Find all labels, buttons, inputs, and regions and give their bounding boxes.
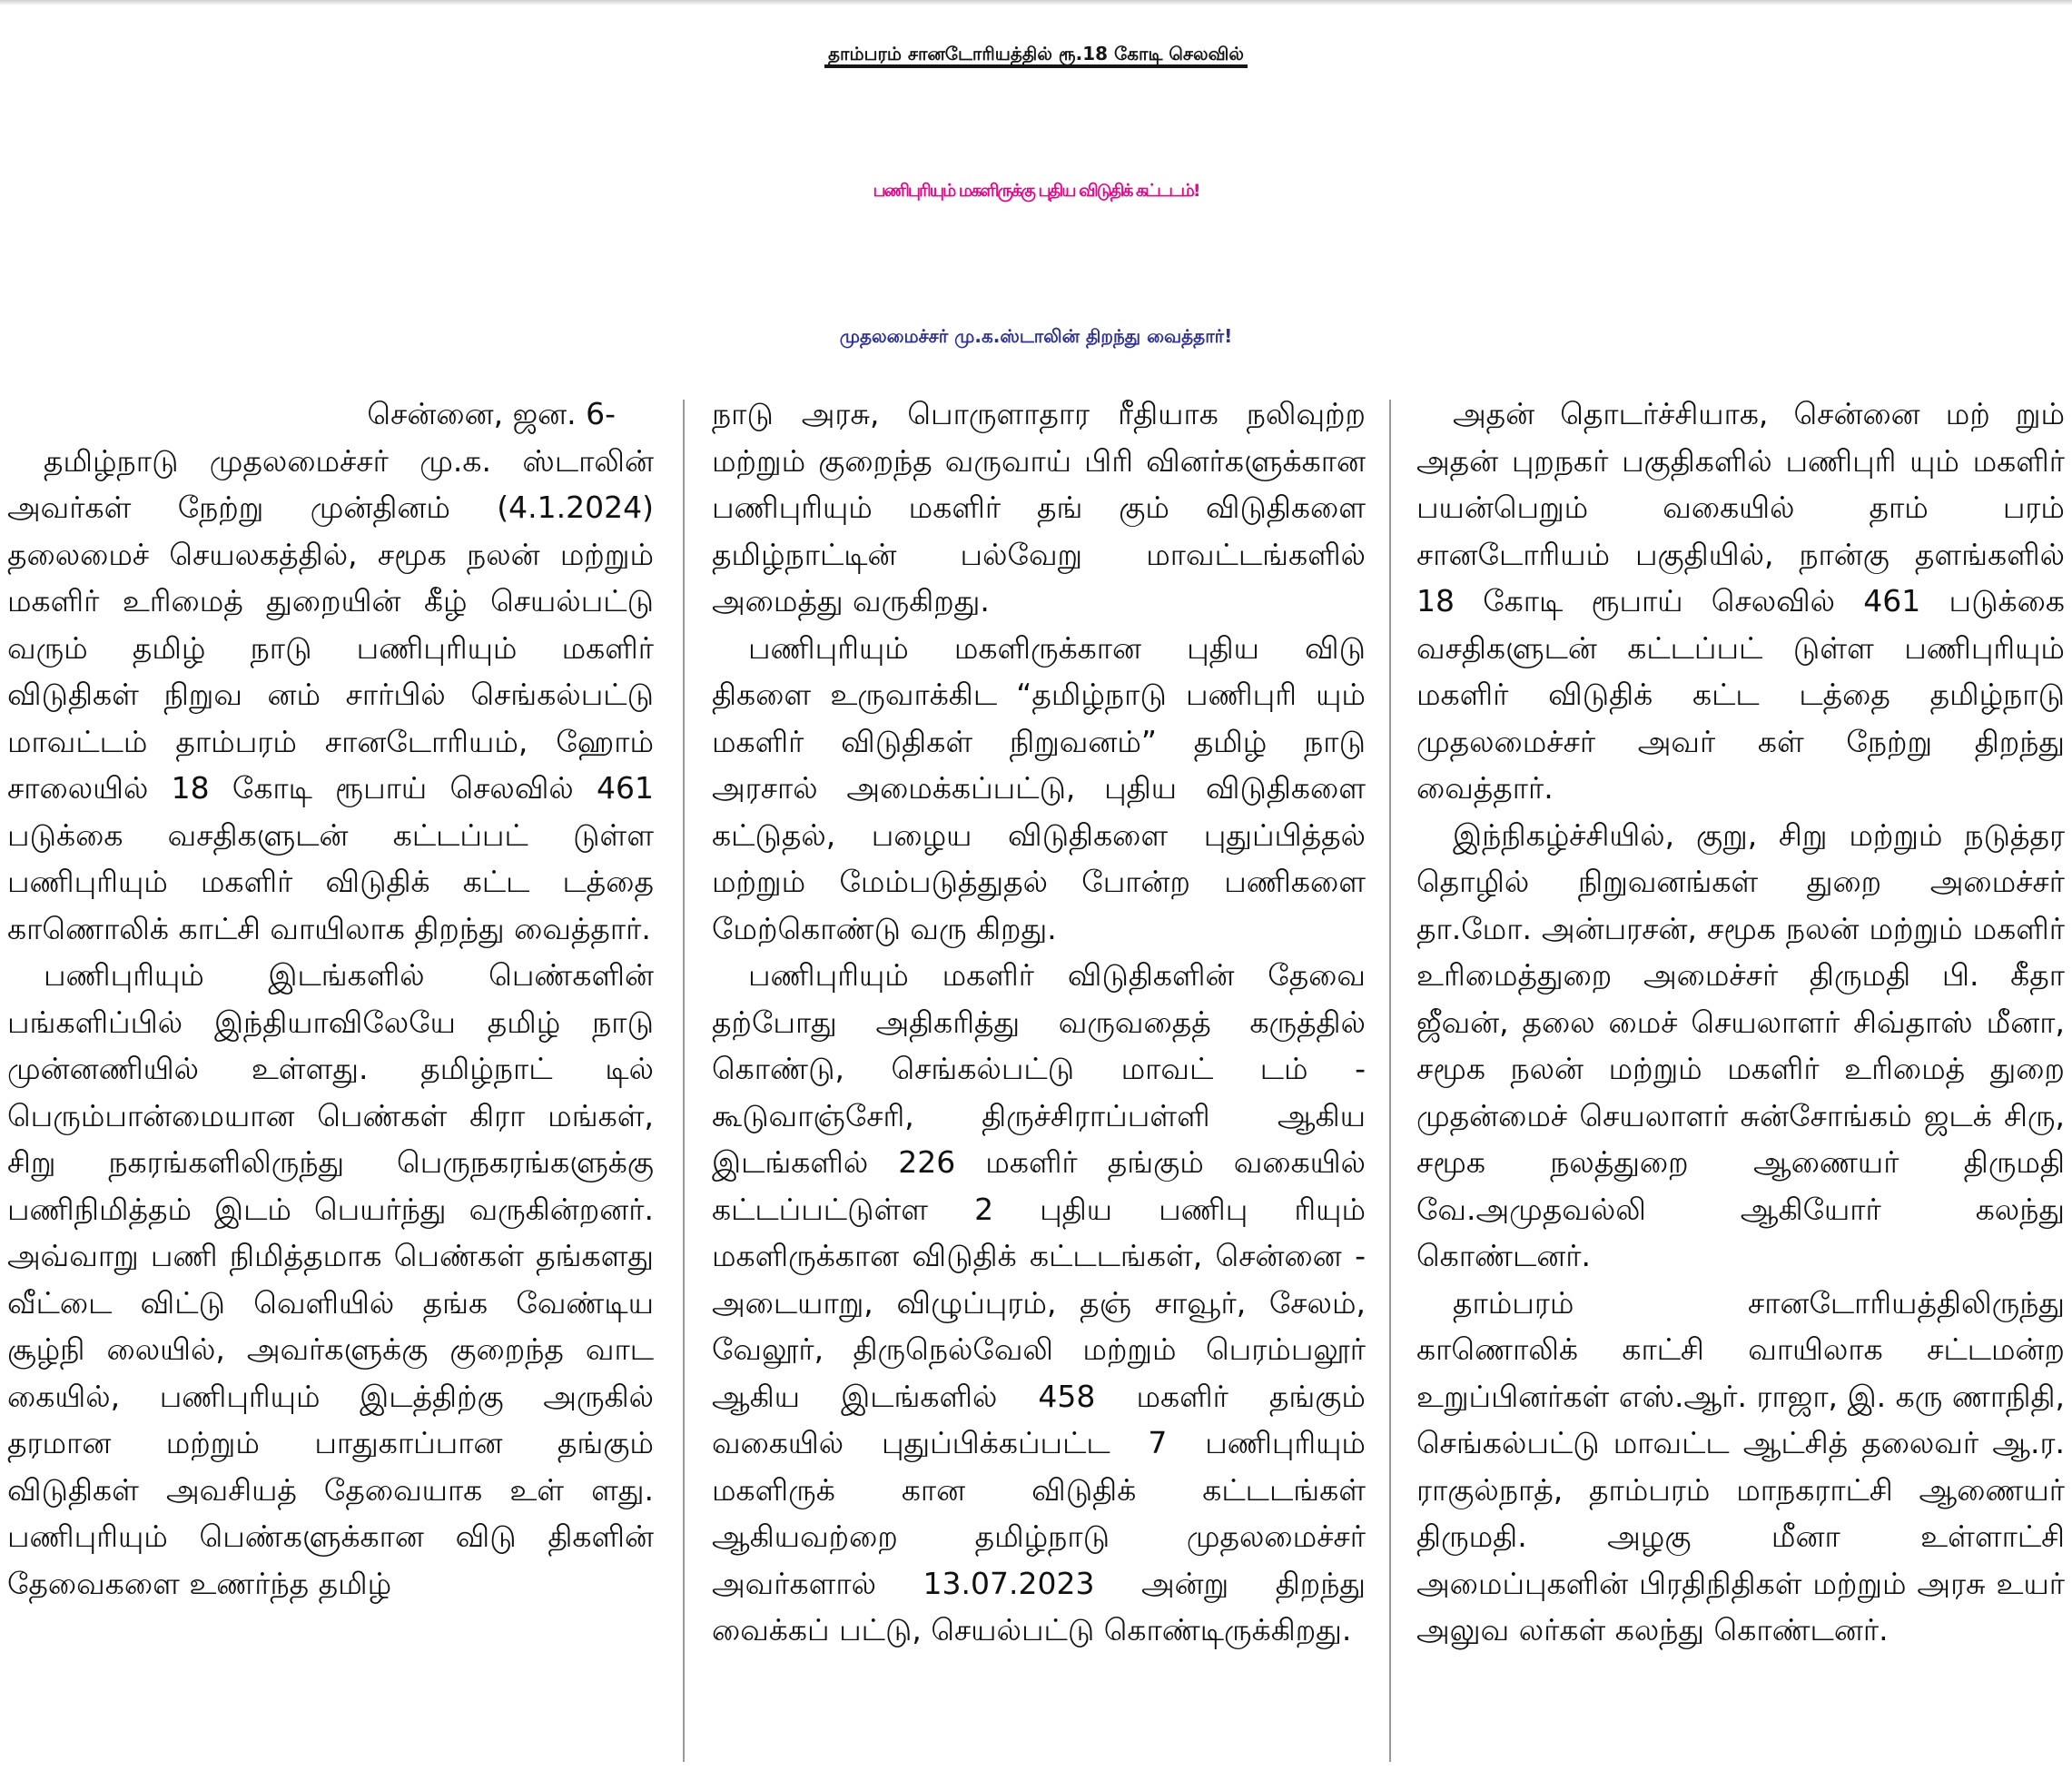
- top-border: [0, 0, 2072, 5]
- column-divider: [683, 400, 685, 1762]
- article-column-2: [712, 391, 1366, 1762]
- paragraph: பணிபுரியும் மகளிர் விடுதிகளின் தேவை தற்போது அதிகரித்து வருவதைத் கருத்தில் கொண்டு, செங்கல்பட்டு மாவட் டம் - கூடுவாஞ்சேரி, திருச்சிராப்பள்ளி ஆகிய இடங்களில் 226 மகளிர் தங்கும் வகையில் கட்டப்பட்டுள்ள 2 புதிய பணிபு ரியும் மகளிருக்கான விடுதிக் கட்டடங்கள், சென்னை - அடையாறு, விழுப்புரம், தஞ் சாவூர், சேலம், வேலூர், திருநெல்வேலி மற்றும் பெரம்பலூர் ஆகிய இடங்களில் 458 மகளிர் தங்கும் வகையில் புதுப்பிக்கப்பட்ட 7 பணிபுரியும் மகளிருக் கான விடுதிக் கட்டடங்கள் ஆகியவற்றை தமிழ்நாடு முதலமைச்சர் அவர்களால் 13.07.2023 அன்று திறந்து வைக்கப் பட்டு, செயல்பட்டு கொண்டிருக்கிறது.: [712, 957, 1366, 1647]
- paragraph: பணிபுரியும் இடங்களில் பெண்களின் பங்களிப்பில் இந்தியாவிலேயே தமிழ் நாடு முன்னணியில் உள்ளது. தமிழ்நாட் டில் பெரும்பான்மையான பெண்கள் கிரா மங்கள், சிறு நகரங்களிலிருந்து பெருநகரங்களுக்கு பணிநிமித்தம் இடம் பெயர்ந்து வருகின்றனர். அவ்வாறு பணி நிமித்தமாக பெண்கள் தங்களது வீட்டை விட்டு வெளியில் தங்க வேண்டிய சூழ்நி லையில், அவர்களுக்கு குறைந்த வாட கையில், பணிபுரியும் இடத்திற்கு அருகில் தரமான மற்றும் பாதுகாப்பான தங்கும் விடுதிகள் அவசியத் தேவையாக உள் ளது. பணிபுரியும் பெண்களுக்கான விடு திகளின் தேவைகளை உணர்ந்த தமிழ்: [7, 957, 654, 1601]
- article-column-1: [7, 391, 654, 1762]
- dateline: சென்னை, ஜன. 6-: [367, 396, 616, 431]
- column-divider: [1389, 400, 1391, 1762]
- paragraph: இந்நிகழ்ச்சியில், குறு, சிறு மற்றும் நடுத்தர தொழில் நிறுவனங்கள் துறை அமைச்சர் தா.மோ. அன்பரசன், சமூக நலன் மற்றும் மகளிர் உரிமைத்துறை அமைச்சர் திருமதி பி. கீதா ஜீவன், தலை மைச் செயலாளர் சிவ்தாஸ் மீனா, சமூக நலன் மற்றும் மகளிர் உரிமைத் துறை முதன்மைச் செயலாளர் சுன்சோங்கம் ஜடக் சிரு, சமூக நலத்துறை ஆணையர் திருமதி வே.அமுதவல்லி ஆகியோர் கலந்து கொண்டனர்.: [1416, 816, 2065, 1273]
- kicker-text: தாம்பரம் சானடோரியத்தில் ரூ.18 கோடி செலவில்: [824, 43, 1248, 68]
- sub-headline: முதலமைச்சர் மு.க.ஸ்டாலின் திறந்து வைத்தார்!: [839, 325, 1233, 347]
- paragraph: பணிபுரியும் மகளிருக்கான புதிய விடு திகளை உருவாக்கிட “தமிழ்நாடு பணிபுரி யும் மகளிர் விடுதிகள் நிறுவனம்” தமிழ் நாடு அரசால் அமைக்கப்பட்டு, புதிய விடுதிகளை கட்டுதல், பழைய விடுதிகளை புதுப்பித்தல் மற்றும் மேம்படுத்துதல் போன்ற பணிகளை மேற்கொண்டு வரு கிறது.: [712, 629, 1366, 946]
- paragraph: தமிழ்நாடு முதலமைச்சர் மு.க. ஸ்டாலின் அவர்கள் நேற்று முன்தினம் (4.1.2024) தலைமைச் செயலகத்தில், சமூக நலன் மற்றும் மகளிர் உரிமைத் துறையின் கீழ் செயல்பட்டு வரும் தமிழ் நாடு பணிபுரியும் மகளிர் விடுதிகள் நிறுவ னம் சார்பில் செங்கல்பட்டு மாவட்டம் தாம்பரம் சானடோரியம், ஹோம் சாலையில் 18 கோடி ரூபாய் செலவில் 461 படுக்கை வசதிகளுடன் கட்டப்பட் டுள்ள பணிபுரியும் மகளிர் விடுதிக் கட்ட டத்தை காணொலிக் காட்சி வாயிலாக திறந்து வைத்தார்.: [7, 442, 654, 946]
- paragraph: நாடு அரசு, பொருளாதார ரீதியாக நலிவுற்ற மற்றும் குறைந்த வருவாய் பிரி வினர்களுக்கான பணிபுரியும் மகளிர் தங் கும் விடுதிகளை தமிழ்நாட்டின் பல்வேறு மாவட்டங்களில் அமைத்து வருகிறது.: [712, 396, 1366, 618]
- paragraph: தாம்பரம் சானடோரியத்திலிருந்து காணொலிக் காட்சி வாயிலாக சட்டமன்ற உறுப்பினர்கள் எஸ்.ஆர். ராஜா, இ. கரு ணாநிதி, செங்கல்பட்டு மாவட்ட ஆட்சித் தலைவர் ஆ.ர. ராகுல்நாத், தாம்பரம் மாநகராட்சி ஆணையர் திருமதி. அழகு மீனா உள்ளாட்சி அமைப்புகளின் பிரதிநிதிகள் மற்றும் அரசு உயர் அலுவ லர்கள் கலந்து கொண்டனர்.: [1416, 1284, 2065, 1647]
- article-column-3: [1416, 391, 2065, 1762]
- paragraph: அதன் தொடர்ச்சியாக, சென்னை மற் றும் அதன் புறநகர் பகுதிகளில் பணிபுரி யும் மகளிர் பயன்பெறும் வகையில் தாம் பரம் சானடோரியம் பகுதியில், நான்கு தளங்களில் 18 கோடி ரூபாய் செலவில் 461 படுக்கை வசதிகளுடன் கட்டப்பட் டுள்ள பணிபுரியும் மகளிர் விடுதிக் கட்ட டத்தை தமிழ்நாடு முதலமைச்சர் அவர் கள் நேற்று திறந்து வைத்தார்.: [1416, 396, 2065, 806]
- kicker-heading: [0, 16, 2072, 91]
- main-headline: பணிபுரியும் மகளிருக்கு புதிய விடுதிக் கட்டடம்!: [873, 181, 1199, 201]
